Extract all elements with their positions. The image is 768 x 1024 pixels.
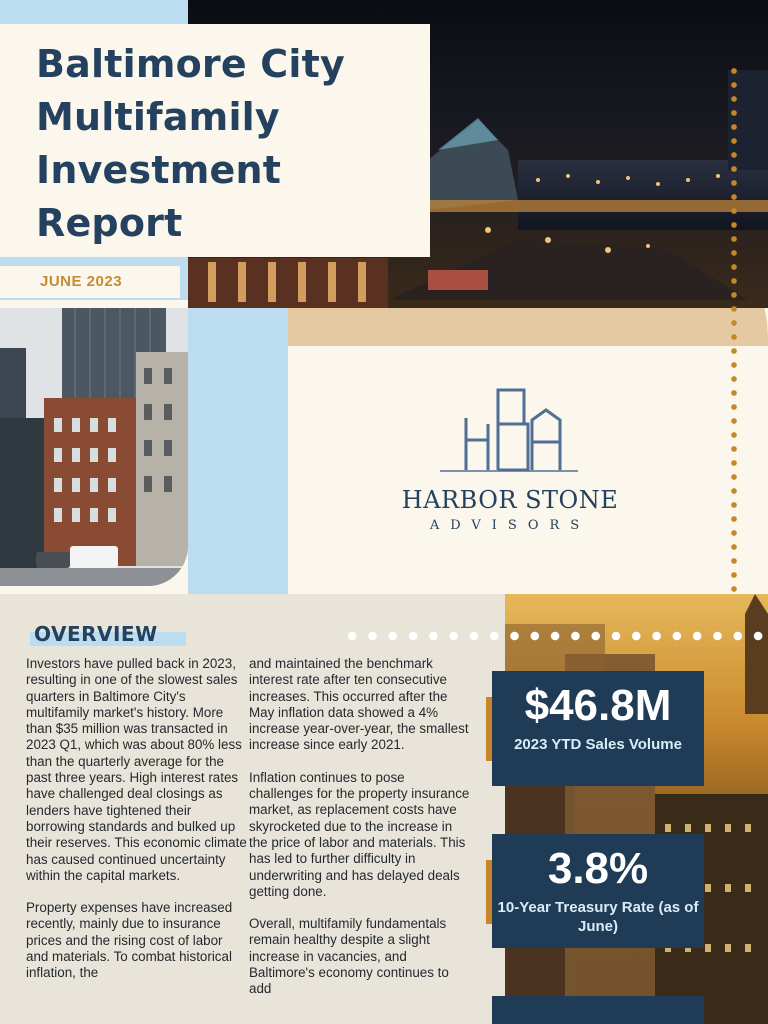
stat-value: 3.8%	[547, 844, 649, 893]
stat-accent-bar	[486, 697, 492, 761]
stat-card-treasury-rate	[492, 834, 704, 948]
stat-card-partial	[492, 996, 704, 1024]
city-buildings-photo	[0, 308, 188, 586]
horizontal-dotted-line	[342, 631, 768, 641]
logo-name: HARBOR STONE	[401, 486, 619, 514]
overview-heading: OVERVIEW	[34, 622, 158, 646]
city-sunset-photo	[505, 594, 768, 1024]
overview-paragraph: Property expenses have increased recently, mainly due to insurance prices and the rising cost of labor and materials. To combat historical inflation, the	[26, 900, 233, 981]
overview-paragraph: Overall, multifamily fundamentals remain healthy despite a slight increase in vacancies, and Baltimore's economy continues to add	[249, 916, 449, 997]
vertical-dotted-line	[731, 64, 737, 594]
report-title: Baltimore City Multifamily Investment Report	[36, 42, 345, 245]
overview-column-1	[26, 656, 248, 998]
overview-paragraph: Inflation continues to pose challenges for the property insurance market, as replacement costs have skyrocketed due to the increase in the price of labor and materials. This has led to further difficulty in underwriting and has delayed deals getting done.	[249, 769, 470, 899]
overview-paragraph: Investors have pulled back in 2023, resulting in one of the slowest sales quarters in Baltimore City's multifamily market's history. More than $35 million was transacted in 2023 Q1, which was about 80% less than the quarterly average for the past three years. High interest rates have challenged deal closings as lenders have tightened their borrowing standards and bulked up their reserves. This economic climate has caused continued uncertainty within the capital markets.	[26, 656, 247, 883]
logo-area	[290, 346, 730, 592]
overview-column-2	[249, 656, 471, 1014]
hsa-monogram-icon	[438, 384, 580, 474]
overview-paragraph: and maintained the benchmark interest rate after ten consecutive increases. This occurred after the May inflation data showed a 4% increase year-over-year, the smallest increase since early 2021.	[249, 656, 469, 753]
stat-label: 10-Year Treasury Rate (as of June)	[497, 899, 699, 935]
stat-card-sales-volume	[492, 671, 704, 786]
report-date: JUNE 2023	[40, 273, 123, 290]
logo-tagline: ADVISORS	[429, 518, 591, 533]
stat-accent-bar	[486, 860, 492, 924]
stat-label: 2023 YTD Sales Volume	[514, 736, 682, 753]
light-blue-band	[188, 308, 288, 598]
stat-value: $46.8M	[524, 681, 672, 730]
